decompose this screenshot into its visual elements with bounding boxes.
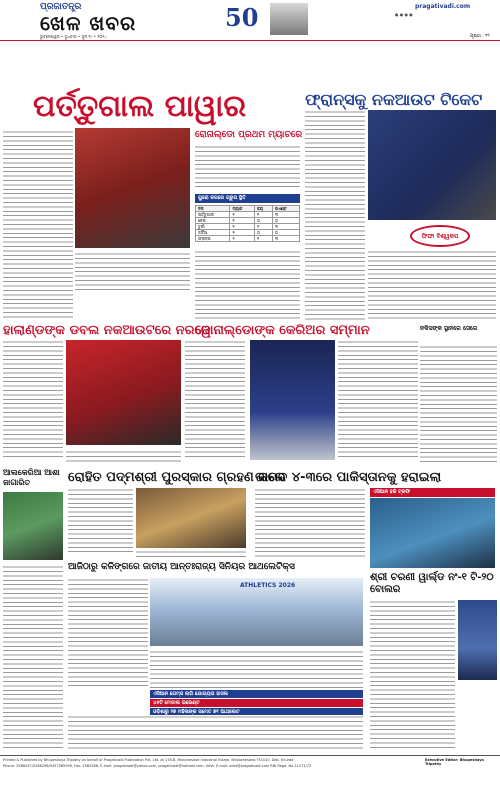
brand-name: ପ୍ରଜାତନ୍ତ୍ର [40,2,82,12]
mbappe-text [338,340,418,460]
france-headline: ଫ୍ରାନ୍ସକୁ ନକଆଉଟ ଟିକେଟ [305,90,483,109]
standings-cell: ଚେକ [196,218,230,224]
standings-cell: ୦ [254,230,272,236]
haaland-caption [66,450,181,465]
website[interactable]: pragativadi.com [415,3,471,10]
footer-editor: Executive Editor: Bhupeshaya Tripathy [425,758,484,766]
rohit-caption [136,550,246,560]
athletics-headline: ଆଜିଠାରୁ କଳିଙ୍ଗରେ ଜାତୀୟ ଆନ୍ତଃରାଜ୍ୟ ସିନିୟର ଆଥଲେଟିକ୍ସ [68,562,295,572]
footer-contact: Phone: 2588297/2588298/9437085990, Fax: 2582586, E-mail: pragativadi@yahoo.com, pragativadi@hotmail.com, Advt. E-mail: advt@pragativadi.com RNI Regd. No 21271/73 [3,764,312,768]
standings-cell: ୩ [272,212,299,218]
page-number: ପୃଷ୍ଠା : ୧୨ [470,34,490,39]
section-title: ଖେଳ ଖବର [40,11,137,35]
france-photo [368,110,496,220]
mbappe-headline: ଜୋନାଲ୍ଡୋଙ୍କ କେରିଅର ସମ୍ମାନ [195,323,370,338]
standings-cell: ମ୍ୟାଚ [230,206,255,212]
india-text [255,488,365,558]
mbappe-photo [250,340,335,460]
standings-row [196,236,300,242]
anniversary-logo: 50 [225,3,259,32]
lead-caption-text [75,252,190,292]
world-cup-badge: ଫିଫା ବିଶ୍ୱକପ [410,225,470,247]
chari-headline: ଶ୍ରୀ ଚରଣୀ ୱାର୍ଲ୍ଡ ନଂ-୧ ଟି-୨୦ ବୋଲର [370,572,494,595]
standings-cell: ଜର୍ଜିଆ [196,230,230,236]
india-tag: ଏସିଆନ ହକି ଟ୍ରଫି [370,488,495,497]
france-text-left [305,110,365,320]
standings-cell: ୦ [272,230,299,236]
standings-cell: ୧ [254,212,272,218]
standings-cell: ୧ [254,236,272,242]
dateline: ଭୁବନେଶ୍ୱର • ବୁଧବାର • ଜୁନ୍ ୧୯ • ୨୦୨୪ [40,34,107,39]
standings-cell: ୧ [230,224,255,230]
haaland-text-right [185,340,245,460]
athletics-point: ଏସିଆନ ଗେମ୍ସ ଲାଗି ଯୋଗ୍ୟତା ହାସଲ [150,690,363,698]
athletics-banner: ATHLETICS 2026 [240,582,296,589]
aside-photo [3,492,63,560]
standings-cell: ୦ [272,218,299,224]
lead-photo [75,128,190,248]
chari-photo [458,600,497,680]
standings-cell: ଦଳ [196,206,230,212]
rohit-headline: ରୋହିତ ପଦ୍ମଶ୍ରୀ ପୁରସ୍କାର ଗ୍ରହଣ କଲେ [68,470,286,485]
rohit-photo [136,488,246,548]
haaland-photo [66,340,181,445]
standings-cell: ୧ [230,218,255,224]
standings-cell: ଜୟ [254,206,272,212]
lead-bottom-text [195,250,300,320]
standings-cell: ୧ [230,212,255,218]
standings-cell: ୧ [230,230,255,236]
athletics-text-left [68,578,148,688]
lead-sub-headline: ରୋନାଲ୍ଡୋ ପ୍ରଥମ ମ୍ୟାଚରେ [195,130,303,140]
standings-cell: ତୁର୍କୀ [196,224,230,230]
rohit-text [68,488,133,553]
side-text [420,345,497,465]
haaland-headline: ହାଲାଣ୍ଡଙ୍କ ଡବଲ ନକଆଉଟରେ ନରୱେ [3,323,211,338]
standings-cell: ୦ [254,218,272,224]
athletics-point: ଓଡ଼ିଶାରୁ ୨୭ ମହିଳାଙ୍କ ସମେତ ୭୧ ଆଥଲେଟ [150,708,363,716]
standings-cell: ୧ [254,224,272,230]
editor-photo [270,3,308,35]
standings-cell: ୩ [272,236,299,242]
masthead-divider [0,40,500,41]
athletics-points [150,690,363,716]
standings-title: ୟୁରୋ କପରେ ଗ୍ରୁପ ସ୍ଥିତି [195,194,300,203]
footer-imprint: Printed & Published by Bhupeshaya Tripathy on behalf of Pragativadi Publication Pvt. Ltd. at 178-B, Mancheswar Industrial Estate, Bhubaneswar-751010, Dist. Khurda [3,758,294,762]
masthead-notice [312,5,392,33]
india-headline: ଭାରତ ୪-୩ରେ ପାକିସ୍ତାନକୁ ହରାଇଲା [255,470,442,485]
footer-divider [0,755,500,756]
standings-cell: ପର୍ତ୍ତୁଗାଲ [196,212,230,218]
lead-article-text [3,130,73,320]
standings-cell: ପଏଣ୍ଟ [272,206,299,212]
standings-cell: ଫ୍ରାନ୍ସ [196,236,230,242]
aside-headline: ଆଲକେରିଆ ଆଶା ଜାଗାରିତ [3,468,60,487]
athletics-point: ୪୫ଟି ମେଡାଲ ଇଭେଣ୍ଟ [150,699,363,707]
lead-right-text [195,145,300,190]
france-text-right [368,250,496,320]
india-photo [370,498,495,568]
masthead [0,0,500,40]
standings-cell: ୧ [230,236,255,242]
lead-headline: ପର୍ତ୍ତୁଗାଲ ପାୱାର [33,89,247,124]
standings-table [195,205,300,242]
athletics-text-bottom [68,715,363,750]
athletics-caption [150,650,363,688]
standings-cell: ୩ [272,224,299,230]
social-icons: ● ● ● ● [395,12,413,17]
chari-text [370,600,455,750]
side-headline: ନକିସଙ୍କ ସ୍ଥାନରେ ସେରେ [420,325,478,332]
haaland-text-left [3,340,63,460]
aside-text [3,565,63,750]
